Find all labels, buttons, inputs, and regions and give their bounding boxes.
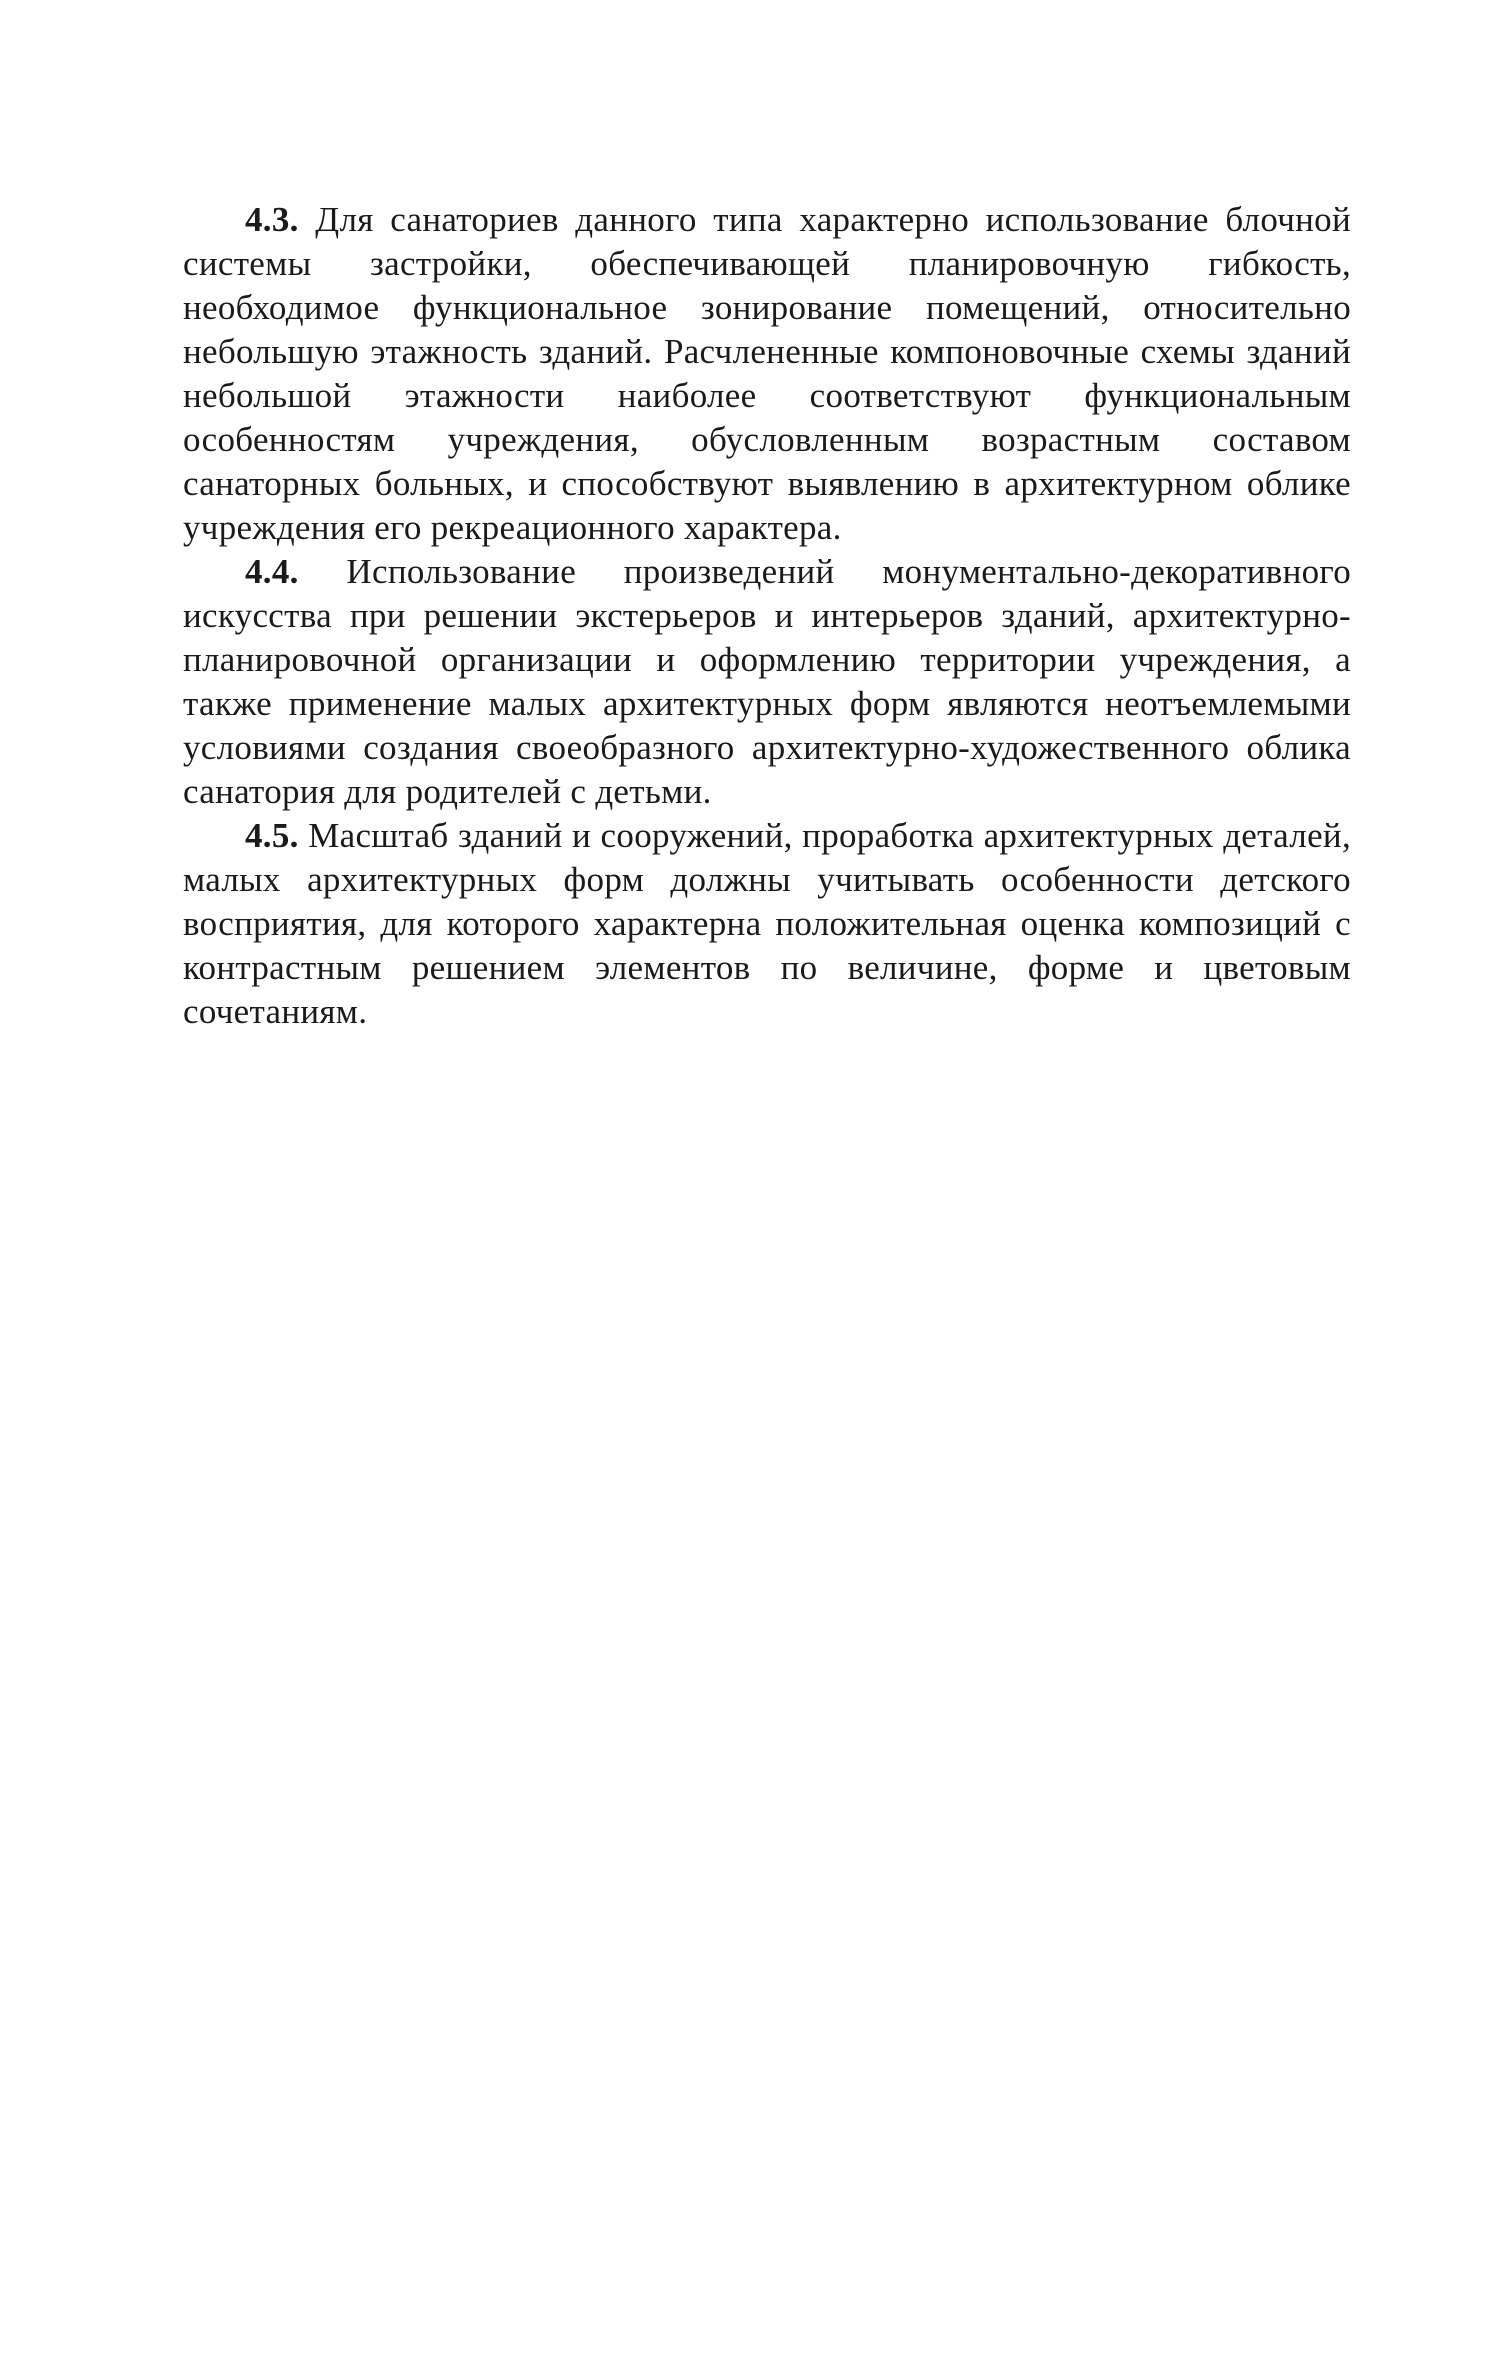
paragraph-number: 4.3. xyxy=(245,200,299,239)
paragraph-text: Для санаториев данного типа характерно использование блочной системы застройки, обеспечивающей планировочную гибкость, необходимое функциональное зонирование помещений, относительно небольшую этажность зданий. Расчлененные компоновочные схемы зданий небольшой этажности наиболее соответствуют функциональным особенностям учреждения, обусловленным возрастным составом санаторных больных, и способствуют выявлению в архитектурном облике учреждения его рекреационного характера. xyxy=(183,200,1351,547)
paragraph-text: Масштаб зданий и сооружений, проработка архитектурных деталей, малых архитектурных форм должны учитывать особенности детского восприятия, для которого характерна положительная оценка композиций с контрастным решением элементов по величине, форме и цветовым сочетаниям. xyxy=(183,816,1351,1031)
paragraph-number: 4.4. xyxy=(245,552,299,591)
paragraph-number: 4.5. xyxy=(245,816,299,855)
paragraph-text: Использование произведений монументально-декоративного искусства при решении экстерьеров и интерьеров зданий, архитектурно-планировочной организации и оформлению территории учреждения, а также применение малых архитектурных форм являются неотъемлемыми условиями создания своеобразного архитектурно-художественного облика санатория для родителей с детьми. xyxy=(183,552,1351,811)
paragraph-4-3 xyxy=(183,198,1351,550)
paragraph-4-4 xyxy=(183,550,1351,814)
body-text xyxy=(183,198,1351,1034)
paragraph-4-5 xyxy=(183,814,1351,1034)
